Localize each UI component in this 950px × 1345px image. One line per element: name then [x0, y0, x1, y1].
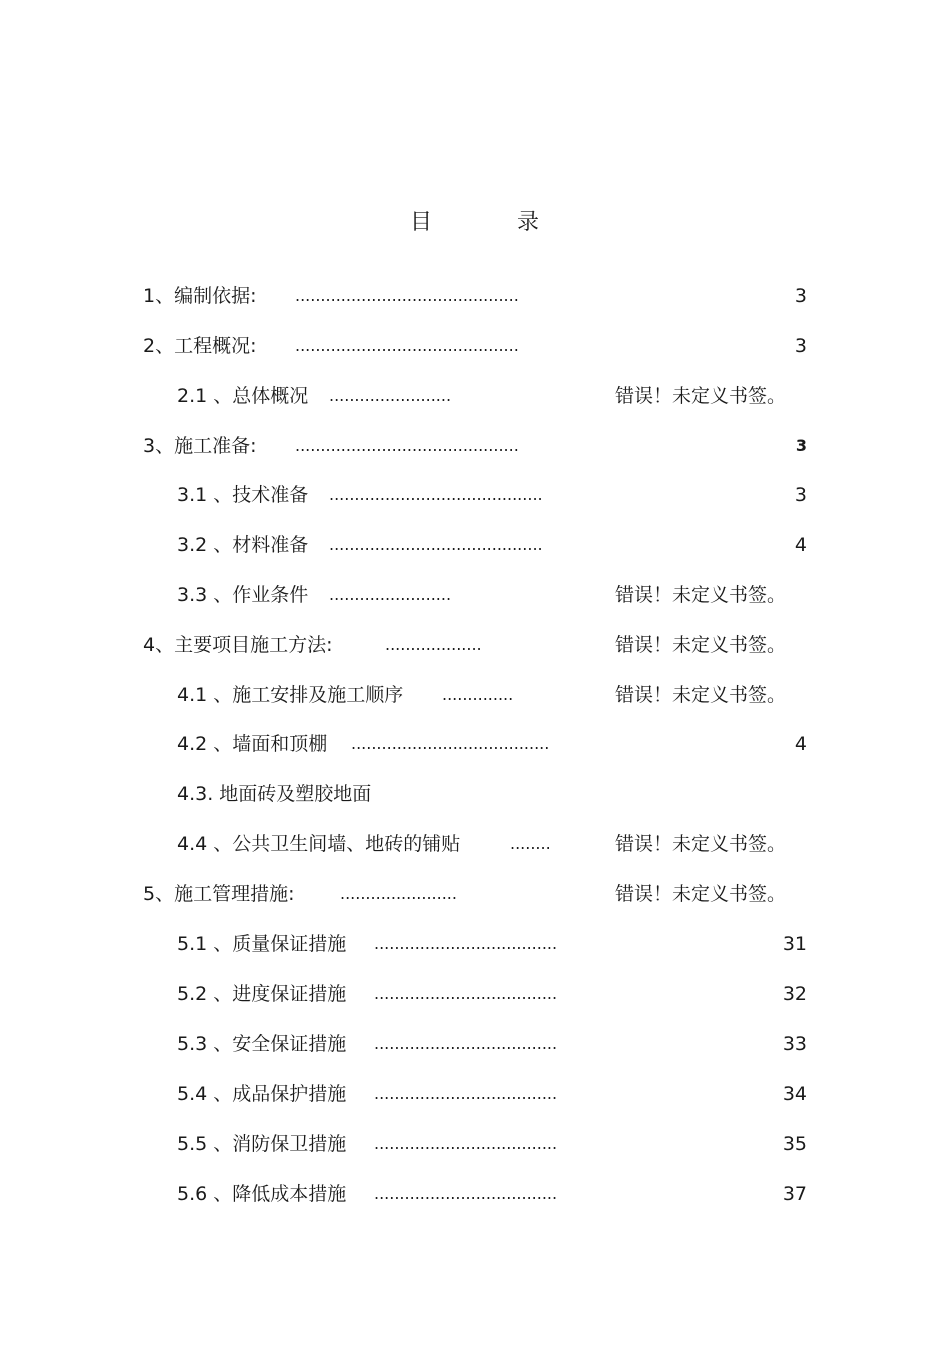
toc-page-error: 错误！未定义书签。 — [614, 684, 786, 706]
toc-entry-label: 5、施工管理措施: — [143, 883, 295, 905]
toc-entry[interactable] — [0, 530, 950, 560]
toc-page-number: 4 — [794, 534, 807, 556]
toc-leader-dots: ....................................... — [351, 734, 550, 753]
toc-leader-dots: .............. — [442, 685, 514, 704]
toc-entry[interactable] — [0, 1079, 950, 1109]
toc-entry[interactable] — [0, 979, 950, 1009]
toc-page-error: 错误！未定义书签。 — [614, 584, 786, 606]
toc-entry[interactable] — [0, 879, 950, 909]
toc-entry[interactable] — [0, 1029, 950, 1059]
toc-leader-dots: ................... — [385, 635, 482, 654]
toc-leader-dots: ........................ — [329, 386, 452, 405]
toc-page-number: 3 — [794, 335, 807, 357]
toc-entry[interactable] — [0, 1179, 950, 1209]
toc-title-char-1: 目 — [410, 210, 433, 235]
toc-leader-dots: .................................... — [374, 1134, 558, 1153]
toc-entry[interactable] — [0, 281, 950, 311]
toc-leader-dots: ............................................ — [295, 286, 519, 305]
toc-entry[interactable] — [0, 480, 950, 510]
toc-leader-dots: .................................... — [374, 934, 558, 953]
toc-leader-dots: ............................................ — [295, 436, 519, 455]
toc-leader-dots: .................................... — [374, 1034, 558, 1053]
toc-page-number: 33 — [782, 1033, 807, 1055]
toc-leader-dots: .......................................... — [329, 485, 543, 504]
toc-leader-dots: .................................... — [374, 984, 558, 1003]
toc-entry-label: 4.2 、墙面和顶棚 — [177, 733, 328, 755]
toc-entry-label: 5.2 、进度保证措施 — [177, 983, 347, 1005]
toc-entry-label: 5.5 、消防保卫措施 — [177, 1133, 347, 1155]
toc-page-error: 错误！未定义书签。 — [614, 634, 786, 656]
toc-entry[interactable] — [0, 630, 950, 660]
toc-leader-dots: ....................... — [340, 884, 457, 903]
toc-entry-label: 3.1 、技术准备 — [177, 484, 309, 506]
toc-leader-dots: ........ — [510, 834, 551, 853]
toc-page-error: 错误！未定义书签。 — [614, 833, 786, 855]
toc-entry[interactable] — [0, 680, 950, 710]
toc-page-number: 37 — [782, 1183, 807, 1205]
toc-entry-label: 4.4 、公共卫生间墙、地砖的铺贴 — [177, 833, 461, 855]
toc-leader-dots: .................................... — [374, 1084, 558, 1103]
toc-entry-label: 2、工程概况: — [143, 335, 257, 357]
toc-page-error: 错误！未定义书签。 — [614, 385, 786, 407]
toc-entry-label: 4.3. 地面砖及塑胶地面 — [177, 783, 372, 805]
toc-entry[interactable] — [0, 331, 950, 361]
toc-entry[interactable] — [0, 1129, 950, 1159]
toc-entry-label: 5.6 、降低成本措施 — [177, 1183, 347, 1205]
toc-entry-label: 3.3 、作业条件 — [177, 584, 309, 606]
toc-entry-label: 3、施工准备: — [143, 435, 257, 457]
toc-entry[interactable] — [0, 829, 950, 859]
toc-entry[interactable] — [0, 779, 950, 809]
toc-leader-dots: .......................................... — [329, 535, 543, 554]
toc-entry-label: 4、主要项目施工方法: — [143, 634, 333, 656]
toc-title-char-2: 录 — [517, 210, 540, 235]
toc-entry[interactable] — [0, 580, 950, 610]
toc-entry-label: 5.1 、质量保证措施 — [177, 933, 347, 955]
toc-page-number: 35 — [782, 1133, 807, 1155]
toc-page-number: 3 — [794, 484, 807, 506]
toc-page-number: 4 — [794, 733, 807, 755]
toc-entry-label: 3.2 、材料准备 — [177, 534, 309, 556]
toc-leader-dots: .................................... — [374, 1184, 558, 1203]
toc-entry[interactable] — [0, 929, 950, 959]
toc-page-number: 3 — [794, 285, 807, 307]
toc-leader-dots: ............................................ — [295, 336, 519, 355]
toc-entry[interactable] — [0, 729, 950, 759]
toc-page-number: 32 — [782, 983, 807, 1005]
toc-entry-label: 5.4 、成品保护措施 — [177, 1083, 347, 1105]
toc-entry[interactable] — [0, 431, 950, 461]
toc-page-number: 34 — [782, 1083, 807, 1105]
toc-entry-label: 4.1 、施工安排及施工顺序 — [177, 684, 404, 706]
toc-entry-label: 2.1 、总体概况 — [177, 385, 309, 407]
toc-page-error: 错误！未定义书签。 — [614, 883, 786, 905]
toc-page-number: 3 — [795, 436, 807, 455]
toc-entry-label: 1、编制依据: — [143, 285, 257, 307]
toc-entry[interactable] — [0, 381, 950, 411]
toc-page-number: 31 — [782, 933, 807, 955]
toc-leader-dots: ........................ — [329, 585, 452, 604]
toc-entry-label: 5.3 、安全保证措施 — [177, 1033, 347, 1055]
